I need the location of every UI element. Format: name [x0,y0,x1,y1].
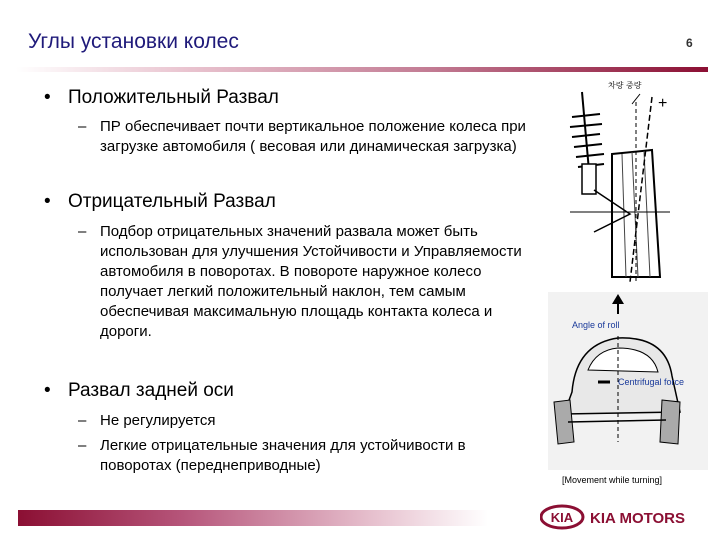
figure-caption: [Movement while turning] [562,475,663,485]
shock-absorber [582,164,596,194]
sub-bullet [78,117,530,157]
kia-motors-text: KIA MOTORS [590,510,686,527]
dash-icon: – [78,118,87,135]
bullet-text: Развал задней оси [68,380,234,401]
kia-motors-logo [540,504,702,530]
cornering-car-diagram [548,292,708,470]
bullet-text: Отрицательный Развал [68,191,276,212]
bullet-negative-camber [44,191,276,213]
plus-sign: + [658,95,668,112]
sub-bullet-text: Подбор отрицательных значений развала может быть использован для улучшения Устойчивости и Управляемости автомобиля в поворотах. В повороте наружное колесо получает легкий положительный наклон, тем самым обеспечивая максимальную площадь контакта колеса и дороги. [100,223,522,340]
sub-bullet [78,222,528,342]
bullet-positive-camber [44,87,279,109]
bullet-rear-camber [44,380,234,402]
sub-bullet-text: Не регулируется [100,412,216,429]
kia-emblem-text: KIA [550,510,574,525]
dash-icon: – [78,412,87,429]
angle-of-roll-label: Angle of roll [572,320,620,330]
dash-icon: – [78,223,87,240]
right-wheel [660,400,680,444]
camber-wheel-diagram [560,72,690,292]
page-number: 6 [686,36,693,50]
sub-bullet [78,411,520,431]
sub-bullet [78,436,520,476]
bullet-dot-icon: • [44,191,51,212]
bullet-text: Положительный Развал [68,87,279,108]
vehicle-weight-label: 차량 중량 [608,81,642,90]
footer-bar [18,510,488,526]
bullet-dot-icon: • [44,380,51,401]
bullet-dot-icon: • [44,87,51,108]
sub-bullet-text: Легкие отрицательные значения для устойчивости в поворотах (переднеприводные) [100,437,466,474]
centrifugal-force-label: Centrifugal force [618,377,685,387]
sub-bullet-text: ПР обеспечивает почти вертикальное положение колеса при загрузке автомобиля ( весовая или динамическая загрузка) [100,118,526,155]
slide-title: Углы установки колес [28,30,239,53]
dash-icon: – [78,437,87,454]
